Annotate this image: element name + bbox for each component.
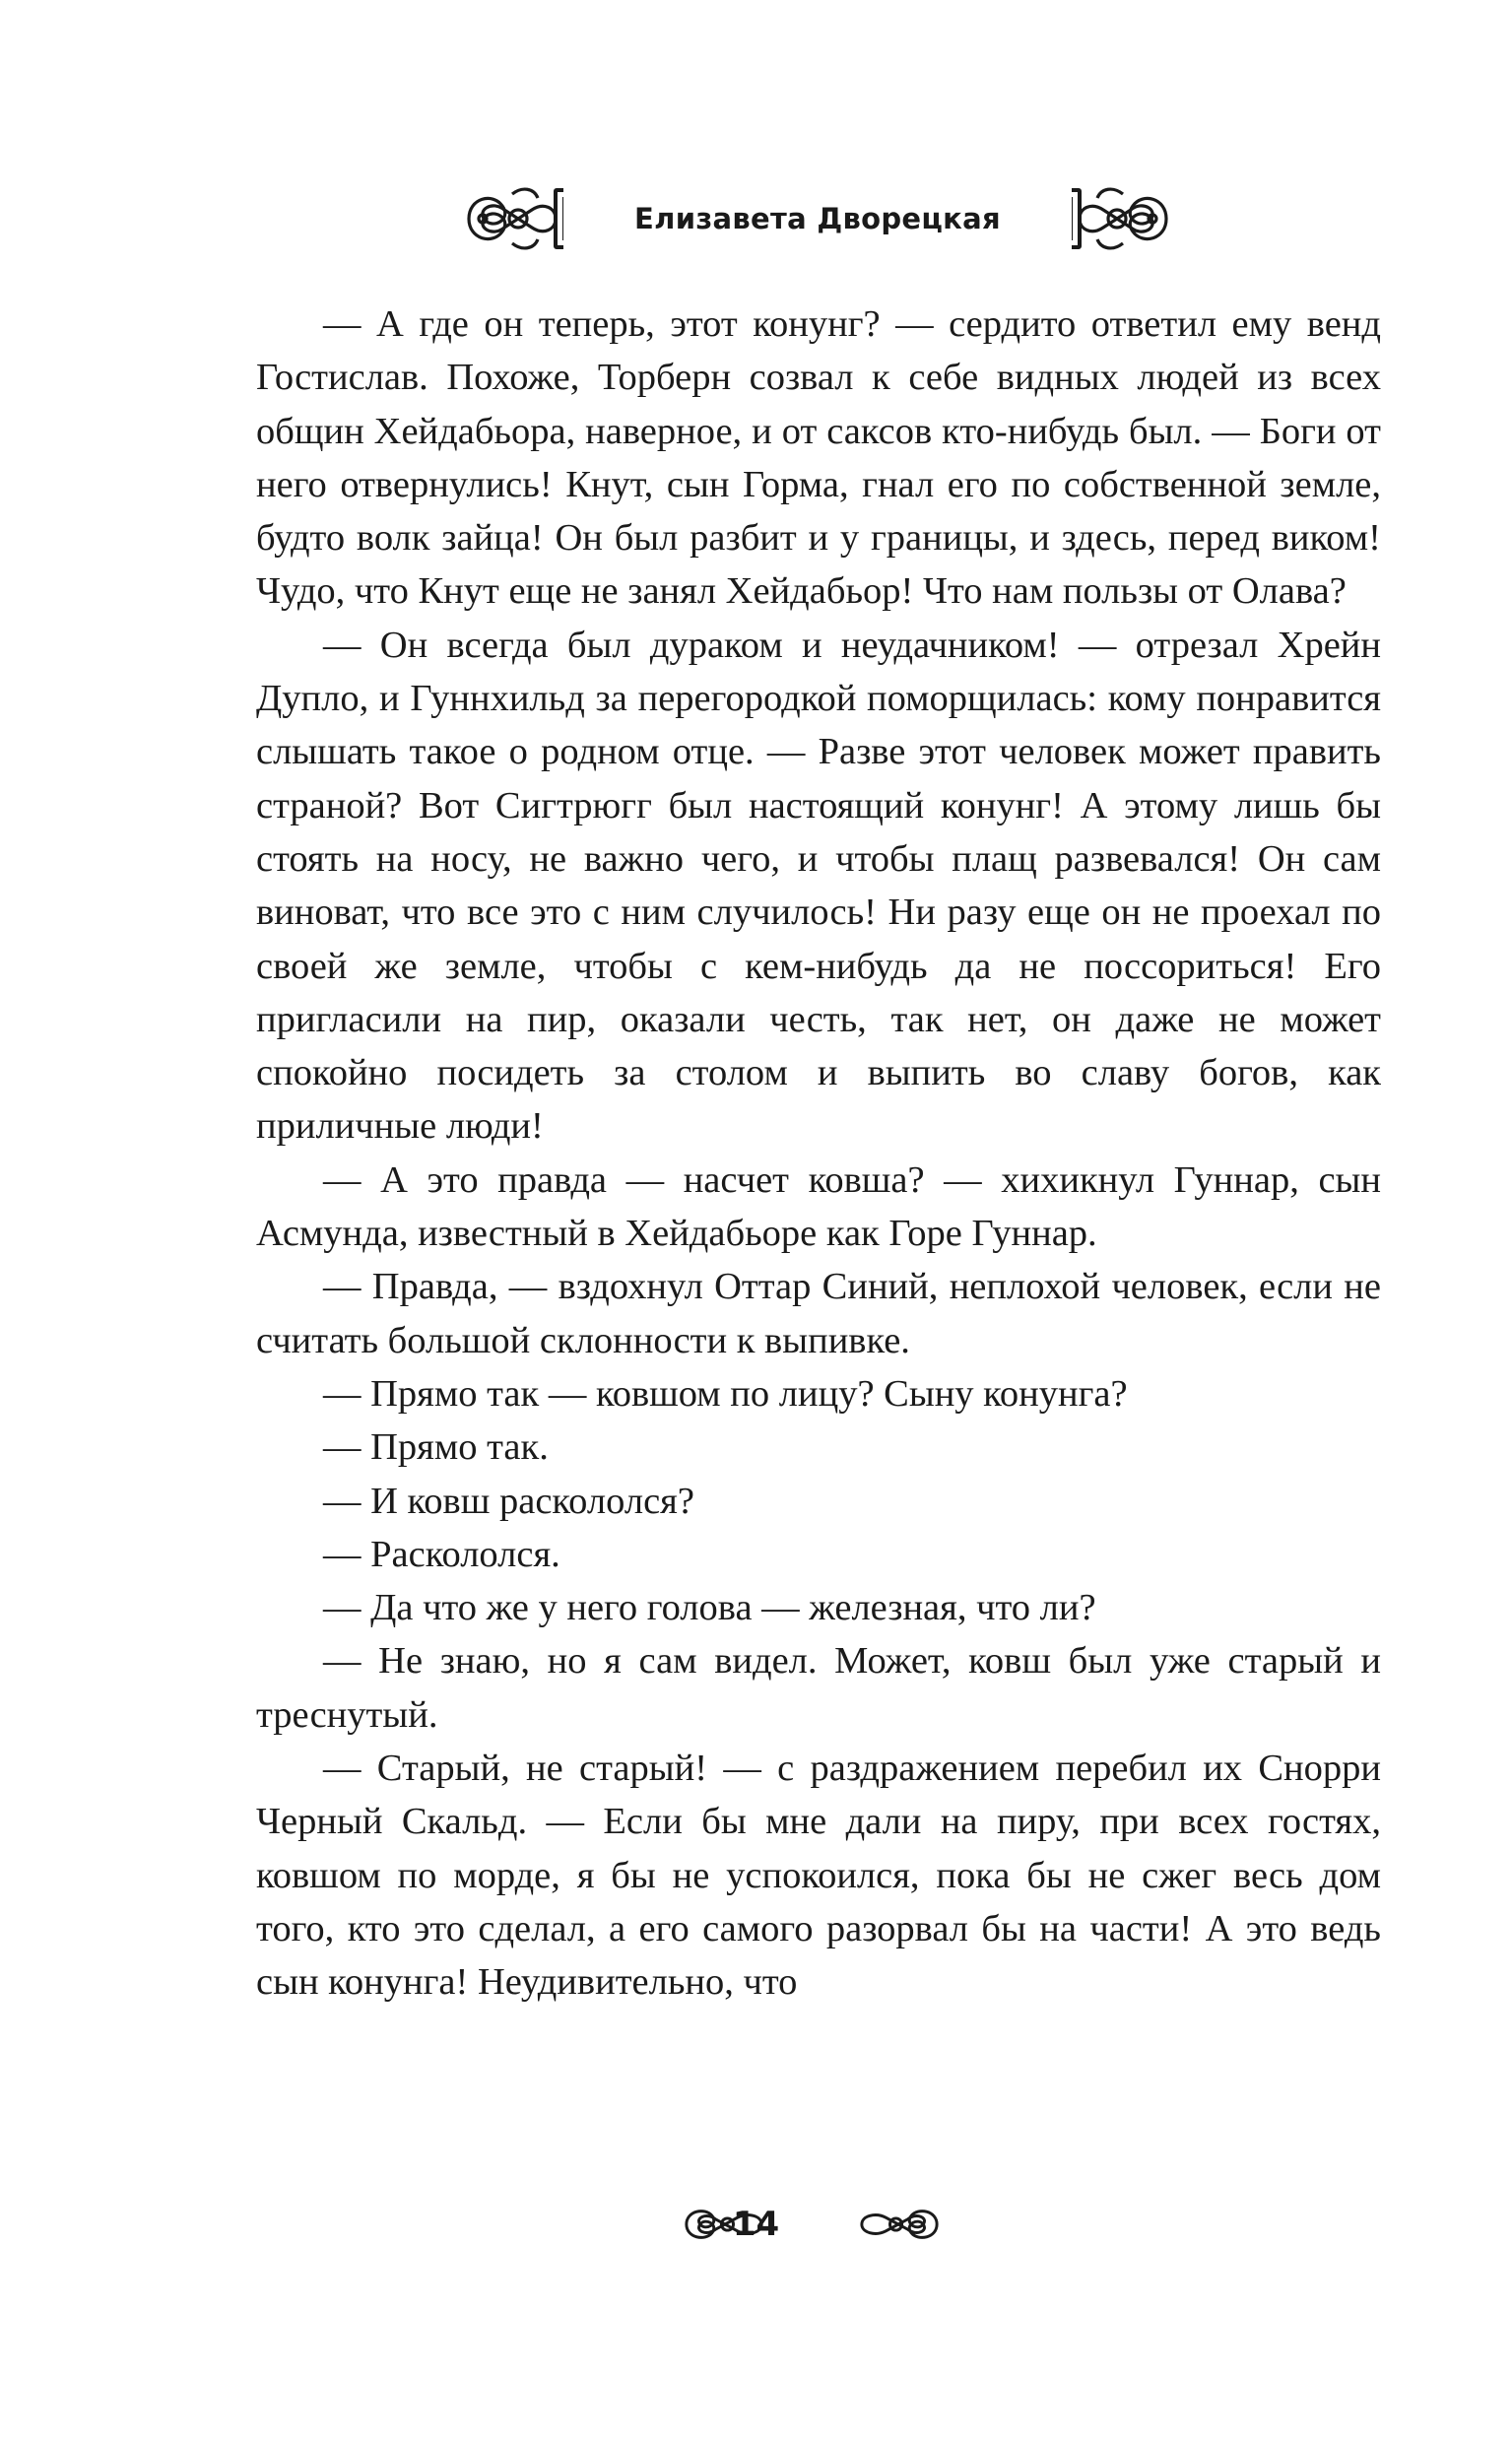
celtic-knot-ornament-icon: [855, 2199, 944, 2250]
paragraph: — А где он теперь, этот конунг? — сердито ответил ему венд Гостислав. Похоже, Торберн созвал к себе видных людей из всех общин Хейдабьора, наверное, и от саксов кто-нибудь был. — Боги от него отвернулись! Кнут, сын Горма, гнал его по собственной земле, будто волк зайца! Он был разбит и у границы, и здесь, перед виком! Чудо, что Кнут еще не занял Хейдабьор! Что нам пользы от Олава?: [256, 303, 1381, 613]
celtic-knot-ornament-icon: [463, 180, 561, 257]
paragraph: — Он всегда был дураком и неудачником! — отрезал Хрейн Дупло, и Гуннхильд за перегородкой поморщилась: кому понравится слышать такое о родном отце. — Разве этот человек может править страной? Вот Сигтрюгг был настоящий конунг! А этому лишь бы стоять на носу, не важно чего, и чтобы плащ развевался! Он сам виноват, что все это с ним случилось! Ни разу еще он не проехал по своей же земле, чтобы с кем-нибудь да не поссориться! Его пригласили на пир, оказали честь, так нет, он даже не может спокойно посидеть за столом и выпить во славу богов, как приличные люди!: [256, 624, 1381, 1148]
celtic-knot-ornament-icon: [1074, 180, 1172, 257]
paragraph: — Раскололся.: [323, 1533, 560, 1575]
body-text: [256, 297, 1381, 2010]
page-footer: [0, 2197, 1512, 2256]
paragraph: — Да что же у него голова — железная, что ли?: [323, 1587, 1096, 1629]
paragraph: — Прямо так.: [323, 1426, 549, 1469]
paragraph: — Не знаю, но я сам видел. Может, ковш был уже старый и треснутый.: [256, 1640, 1381, 1736]
author-name: Елизавета Дворецкая: [563, 188, 1072, 249]
running-header: [463, 180, 1172, 259]
paragraph: — Старый, не старый! — с раздражением перебил их Снорри Черный Скальд. — Если бы мне дали на пиру, при всех гостях, ковшом по морде, я бы не успокоился, пока бы не сжег весь дом того, кто это сделал, а его самого разорвал бы на части! А это ведь сын конунга! Неудивительно, что: [256, 1748, 1381, 2004]
page-number: 14: [732, 2205, 780, 2244]
paragraph: — И ковш раскололся?: [323, 1480, 694, 1522]
paragraph: — Правда, — вздохнул Оттар Синий, неплохой человек, если не считать большой склонности к выпивке.: [256, 1266, 1381, 1361]
paragraph: — Прямо так — ковшом по лицу? Сыну конунга?: [323, 1372, 1128, 1415]
paragraph: — А это правда — насчет ковша? — хихикнул Гуннар, сын Асмунда, известный в Хейдабьоре как Горе Гуннар.: [256, 1158, 1381, 1255]
